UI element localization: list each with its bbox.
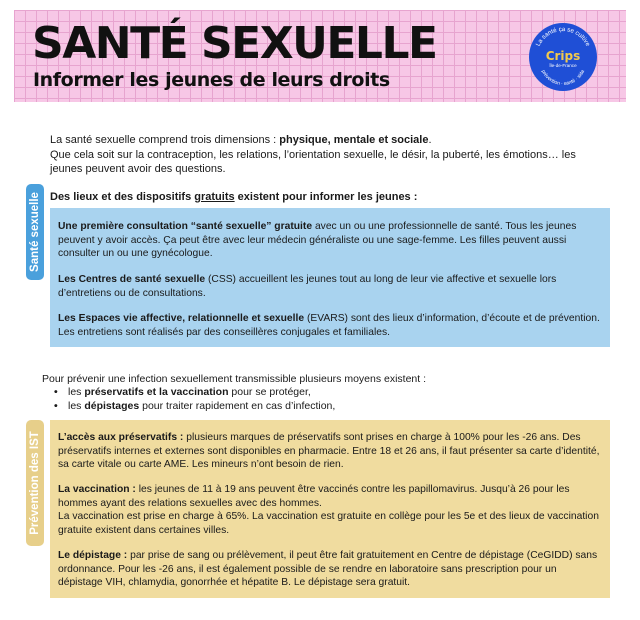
logo-region: Île-de-France — [549, 63, 577, 68]
ist-paragraph-vaccination: La vaccination : les jeunes de 11 à 19 ans peuvent être vaccinés contre les papillomavirus. Jusqu’à 26 pour les hommes ayant des relations sexuelles avec des hommes. La vaccination est prise en charge à 65%. La vaccination est gratuite en collège pour les 5e et des lieux de vaccination gratuite existent dans certaines villes. — [58, 484, 599, 536]
ist-info-box — [50, 420, 610, 598]
tab-prevention-ist — [26, 420, 44, 546]
tab-ist-label: Prévention des IST — [29, 431, 41, 535]
list-item: • les préservatifs et la vaccination pour se protéger, — [54, 385, 335, 399]
ist-paragraph-depistage: Le dépistage : par prise de sang ou prélèvement, il peut être fait gratuitement en Centre de dépistage (CeGIDD) sans ordonnance. Pour les -26 ans, il est également possible de se rendre en laboratoire sans prescription pour un dépistage VIH, chlamydia, gonorrhée et hépatite B. Le dépistage sera gratuit. — [58, 550, 598, 588]
sante-paragraph-evars: Les Espaces vie affective, relationnelle et sexuelle (EVARS) sont des lieux d’information, d’écoute et de prévention. Les entretiens sont réalisés par des conseillères conjugales et familiales. — [58, 313, 600, 338]
page-subtitle: Informer les jeunes de leurs droits — [33, 69, 390, 91]
logo-top-arc: La santé ça se cultive — [534, 25, 592, 48]
sante-paragraph-css: Les Centres de santé sexuelle (CSS) accueillent les jeunes tout au long de leur vie affective et sexuelle lors d’entretiens ou de consultations. — [58, 274, 557, 299]
list-item: • les dépistages pour traiter rapidement en cas d’infection, — [54, 399, 335, 413]
sante-lead: Des lieux et des dispositifs gratuits existent pour informer les jeunes : — [50, 191, 418, 203]
tab-sante-sexuelle — [26, 184, 44, 280]
ist-intro: Pour prévenir une infection sexuellement transmissible plusieurs moyens existent : — [42, 373, 427, 385]
logo-name: Crips — [545, 49, 581, 63]
ist-paragraph-preservatifs: L’accès aux préservatifs : plusieurs marques de préservatifs sont prises en charge à 100% pour les -26 ans. Des préservatifs internes et externes sont disponibles en pharmacie. Entre 18 et 26 ans, il faut présenter sa carte d’identité, sa carte vitale ou carte AME. Les mineurs n’ont besoin de rien. — [58, 432, 600, 470]
crips-logo — [528, 22, 598, 92]
sante-info-box — [50, 208, 610, 347]
intro-text: La santé sexuelle comprend trois dimensions : physique, mentale et sociale. Que cela soit sur la contraception, les relations, l’orientation sexuelle, le désir, la puberté, les émotions… les jeunes peuvent avoir des questions. — [50, 134, 576, 175]
tab-sante-label: Santé sexuelle — [29, 192, 41, 272]
page-title: SANTÉ SEXUELLE — [32, 18, 437, 69]
sante-paragraph-consultation: Une première consultation “santé sexuelle” gratuite avec un ou une professionnelle de santé. Tous les jeunes peuvent y avoir accès. Ça peut être avec leur médecin généraliste ou une sage-femme. Les filles peuvent aussi consulter un ou une gynécologue. — [58, 221, 577, 259]
ist-bullet-list — [54, 385, 335, 413]
logo-bottom-arc: prévention · santé · sida — [539, 69, 587, 88]
